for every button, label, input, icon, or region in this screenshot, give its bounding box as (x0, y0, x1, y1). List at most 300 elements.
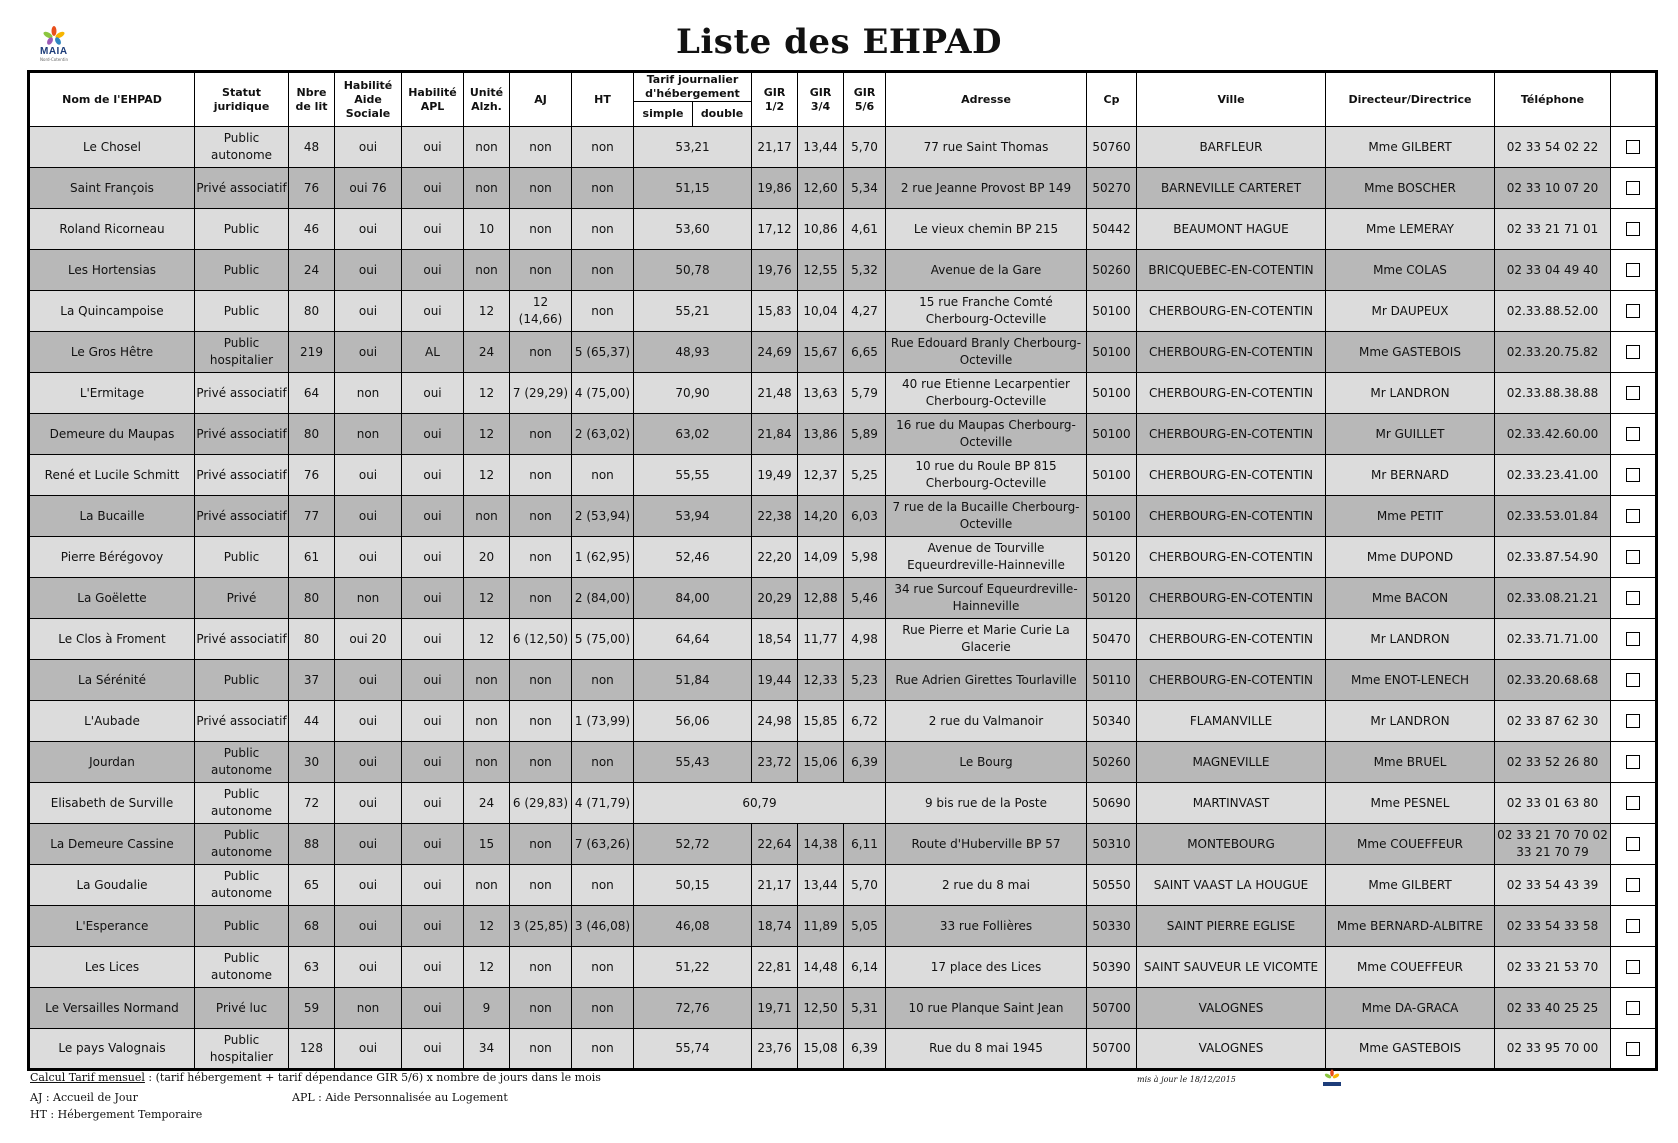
cell-adresse: Route d'Huberville BP 57 (886, 824, 1087, 865)
cell-tarif: 84,00 (634, 578, 752, 619)
cell-cp: 50100 (1087, 332, 1137, 373)
cell-gir56: 6,14 (844, 947, 886, 988)
row-checkbox[interactable] (1626, 960, 1640, 974)
cell-dir: Mr GUILLET (1326, 414, 1495, 455)
cell-aide: oui (335, 496, 402, 537)
cell-gir34: 12,33 (798, 660, 844, 701)
col-header-gir34: GIR 3/4 (798, 72, 844, 127)
cell-aide: oui (335, 865, 402, 906)
cell-checkbox (1611, 250, 1657, 291)
cell-gir56: 6,65 (844, 332, 886, 373)
cell-dir: Mme PESNEL (1326, 783, 1495, 824)
cell-checkbox (1611, 701, 1657, 742)
cell-checkbox (1611, 906, 1657, 947)
cell-tel: 02.33.88.38.88 (1495, 373, 1611, 414)
ehpad-table (27, 70, 1658, 1071)
row-checkbox[interactable] (1626, 509, 1640, 523)
cell-aj: non (510, 537, 572, 578)
cell-checkbox (1611, 127, 1657, 168)
cell-alzh: 12 (464, 373, 510, 414)
col-header-checkbox (1611, 72, 1657, 127)
cell-cp: 50700 (1087, 1029, 1137, 1070)
cell-statut: Public hospitalier (195, 332, 289, 373)
row-checkbox[interactable] (1626, 345, 1640, 359)
cell-tarif: 55,21 (634, 291, 752, 332)
cell-lits: 219 (289, 332, 335, 373)
row-checkbox[interactable] (1626, 632, 1640, 646)
cell-ville: CHERBOURG-EN-COTENTIN (1137, 578, 1326, 619)
cell-aide: oui (335, 906, 402, 947)
cell-tarif: 46,08 (634, 906, 752, 947)
cell-dir: Mr DAUPEUX (1326, 291, 1495, 332)
cell-aide: oui (335, 127, 402, 168)
cell-tel: 02.33.71.71.00 (1495, 619, 1611, 660)
col-header-gir12: GIR 1/2 (752, 72, 798, 127)
cell-statut: Privé luc (195, 988, 289, 1029)
cell-apl: oui (402, 783, 464, 824)
cell-adresse: Rue Edouard Branly Cherbourg-Octeville (886, 332, 1087, 373)
cell-cp: 50270 (1087, 168, 1137, 209)
cell-adresse: 17 place des Lices (886, 947, 1087, 988)
cell-statut: Public autonome (195, 824, 289, 865)
cell-checkbox (1611, 783, 1657, 824)
col-header-ht: HT (572, 72, 634, 127)
cell-gir12: 23,76 (752, 1029, 798, 1070)
cell-nom: L'Aubade (29, 701, 195, 742)
cell-dir: Mme COLAS (1326, 250, 1495, 291)
cell-ville: CHERBOURG-EN-COTENTIN (1137, 373, 1326, 414)
cell-aide: oui (335, 947, 402, 988)
col-header-simple: simple (634, 102, 693, 127)
cell-cp: 50470 (1087, 619, 1137, 660)
row-checkbox[interactable] (1626, 386, 1640, 400)
cell-aj: non (510, 578, 572, 619)
cell-ville: CHERBOURG-EN-COTENTIN (1137, 455, 1326, 496)
cell-statut: Privé associatif (195, 455, 289, 496)
cell-statut: Public (195, 209, 289, 250)
cell-apl: oui (402, 537, 464, 578)
cell-lits: 46 (289, 209, 335, 250)
cell-tel: 02.33.87.54.90 (1495, 537, 1611, 578)
cell-statut: Privé associatif (195, 701, 289, 742)
cell-apl: oui (402, 455, 464, 496)
cell-cp: 50100 (1087, 373, 1137, 414)
table-row (29, 947, 1657, 988)
cell-gir56: 5,23 (844, 660, 886, 701)
cell-dir: Mme BACON (1326, 578, 1495, 619)
cell-aj: non (510, 865, 572, 906)
cell-gir34: 11,89 (798, 906, 844, 947)
table-row (29, 168, 1657, 209)
cell-aide: oui (335, 332, 402, 373)
cell-lits: 24 (289, 250, 335, 291)
row-checkbox[interactable] (1626, 222, 1640, 236)
cell-tel: 02 33 04 49 40 (1495, 250, 1611, 291)
cell-gir12: 18,54 (752, 619, 798, 660)
cell-tel: 02 33 21 70 70 02 33 21 70 79 (1495, 824, 1611, 865)
cell-adresse: 34 rue Surcouf Equeurdreville-Hainneville (886, 578, 1087, 619)
cell-adresse: 10 rue Planque Saint Jean (886, 988, 1087, 1029)
cell-apl: oui (402, 701, 464, 742)
cell-ht: 4 (75,00) (572, 373, 634, 414)
cell-ville: BEAUMONT HAGUE (1137, 209, 1326, 250)
cell-tel: 02 33 10 07 20 (1495, 168, 1611, 209)
cell-cp: 50120 (1087, 537, 1137, 578)
cell-aj: non (510, 1029, 572, 1070)
cell-gir56: 6,11 (844, 824, 886, 865)
cell-apl: oui (402, 578, 464, 619)
cell-alzh: non (464, 168, 510, 209)
cell-dir: Mr BERNARD (1326, 455, 1495, 496)
cell-statut: Privé associatif (195, 619, 289, 660)
cell-gir34: 12,60 (798, 168, 844, 209)
cell-lits: 80 (289, 291, 335, 332)
cell-aide: oui (335, 660, 402, 701)
cell-tel: 02.33.20.68.68 (1495, 660, 1611, 701)
cell-checkbox (1611, 496, 1657, 537)
cell-apl: oui (402, 947, 464, 988)
cell-cp: 50100 (1087, 455, 1137, 496)
table-body (29, 127, 1657, 1070)
row-checkbox[interactable] (1626, 837, 1640, 851)
cell-checkbox (1611, 332, 1657, 373)
cell-aide: non (335, 414, 402, 455)
cell-checkbox (1611, 168, 1657, 209)
cell-statut: Public hospitalier (195, 1029, 289, 1070)
cell-gir56: 5,70 (844, 127, 886, 168)
cell-gir56: 6,72 (844, 701, 886, 742)
col-header-ville: Ville (1137, 72, 1326, 127)
cell-cp: 50260 (1087, 250, 1137, 291)
cell-alzh: 9 (464, 988, 510, 1029)
cell-gir34: 13,63 (798, 373, 844, 414)
cell-gir56: 6,03 (844, 496, 886, 537)
cell-dir: Mme GILBERT (1326, 127, 1495, 168)
cell-tarif: 55,43 (634, 742, 752, 783)
cell-gir12: 19,49 (752, 455, 798, 496)
cell-checkbox (1611, 1029, 1657, 1070)
cell-statut: Public (195, 537, 289, 578)
cell-nom: Le pays Valognais (29, 1029, 195, 1070)
col-header-cp: Cp (1087, 72, 1137, 127)
cell-alzh: non (464, 496, 510, 537)
cell-statut: Public (195, 906, 289, 947)
col-header-directeur: Directeur/Directrice (1326, 72, 1495, 127)
cell-cp: 50100 (1087, 496, 1137, 537)
cell-tarif: 51,15 (634, 168, 752, 209)
cell-ville: CHERBOURG-EN-COTENTIN (1137, 496, 1326, 537)
cell-adresse: 2 rue Jeanne Provost BP 149 (886, 168, 1087, 209)
cell-adresse: Le Bourg (886, 742, 1087, 783)
cell-cp: 50340 (1087, 701, 1137, 742)
cell-nom: L'Esperance (29, 906, 195, 947)
cell-adresse: Rue Pierre et Marie Curie La Glacerie (886, 619, 1087, 660)
cell-tarif: 60,79 (634, 783, 886, 824)
cell-adresse: 16 rue du Maupas Cherbourg-Octeville (886, 414, 1087, 455)
cell-alzh: non (464, 250, 510, 291)
cell-tarif: 53,60 (634, 209, 752, 250)
cell-apl: oui (402, 250, 464, 291)
cell-aide: oui (335, 783, 402, 824)
cell-aj: non (510, 701, 572, 742)
cell-tarif: 52,46 (634, 537, 752, 578)
row-checkbox[interactable] (1626, 796, 1640, 810)
cell-statut: Public autonome (195, 947, 289, 988)
row-checkbox[interactable] (1626, 1001, 1640, 1015)
cell-statut: Public autonome (195, 865, 289, 906)
cell-checkbox (1611, 619, 1657, 660)
cell-nom: La Goëlette (29, 578, 195, 619)
cell-dir: Mme GILBERT (1326, 865, 1495, 906)
cell-ht: non (572, 250, 634, 291)
cell-ville: CHERBOURG-EN-COTENTIN (1137, 619, 1326, 660)
cell-cp: 50100 (1087, 291, 1137, 332)
cell-ville: SAINT PIERRE EGLISE (1137, 906, 1326, 947)
row-checkbox[interactable] (1626, 1042, 1640, 1056)
row-checkbox[interactable] (1626, 591, 1640, 605)
cell-alzh: 24 (464, 783, 510, 824)
table-row (29, 578, 1657, 619)
cell-ville: SAINT VAAST LA HOUGUE (1137, 865, 1326, 906)
cell-adresse: 40 rue Etienne Lecarpentier Cherbourg-Octeville (886, 373, 1087, 414)
cell-lits: 61 (289, 537, 335, 578)
cell-aide: oui (335, 537, 402, 578)
row-checkbox[interactable] (1626, 263, 1640, 277)
cell-tarif: 55,74 (634, 1029, 752, 1070)
cell-ht: non (572, 865, 634, 906)
table-row (29, 250, 1657, 291)
table-row (29, 619, 1657, 660)
cell-gir34: 15,06 (798, 742, 844, 783)
cell-alzh: 10 (464, 209, 510, 250)
cell-adresse: 2 rue du 8 mai (886, 865, 1087, 906)
cell-cp: 50700 (1087, 988, 1137, 1029)
cell-tarif: 52,72 (634, 824, 752, 865)
cell-adresse: Avenue de Tourville Equeurdreville-Hainneville (886, 537, 1087, 578)
cell-aide: non (335, 373, 402, 414)
cell-gir34: 13,44 (798, 127, 844, 168)
cell-gir12: 19,71 (752, 988, 798, 1029)
table-row (29, 332, 1657, 373)
row-checkbox[interactable] (1626, 468, 1640, 482)
row-checkbox[interactable] (1626, 878, 1640, 892)
cell-adresse: 2 rue du Valmanoir (886, 701, 1087, 742)
cell-ht: 5 (75,00) (572, 619, 634, 660)
cell-dir: Mme COUEFFEUR (1326, 824, 1495, 865)
cell-ht: 2 (63,02) (572, 414, 634, 455)
col-header-telephone: Téléphone (1495, 72, 1611, 127)
cell-gir12: 19,76 (752, 250, 798, 291)
cell-gir34: 14,38 (798, 824, 844, 865)
row-checkbox[interactable] (1626, 755, 1640, 769)
cell-tarif: 53,94 (634, 496, 752, 537)
cell-alzh: 12 (464, 414, 510, 455)
cell-alzh: 12 (464, 455, 510, 496)
cell-aide: oui 76 (335, 168, 402, 209)
cell-gir34: 12,88 (798, 578, 844, 619)
row-checkbox[interactable] (1626, 919, 1640, 933)
cell-ht: 2 (53,94) (572, 496, 634, 537)
cell-ht: non (572, 660, 634, 701)
cell-gir12: 19,86 (752, 168, 798, 209)
cell-statut: Privé associatif (195, 373, 289, 414)
cell-gir12: 22,64 (752, 824, 798, 865)
cell-apl: oui (402, 619, 464, 660)
cell-dir: Mr LANDRON (1326, 373, 1495, 414)
cell-ht: 7 (63,26) (572, 824, 634, 865)
row-checkbox[interactable] (1626, 714, 1640, 728)
cell-nom: Le Gros Hêtre (29, 332, 195, 373)
cell-tel: 02.33.88.52.00 (1495, 291, 1611, 332)
cell-gir12: 17,12 (752, 209, 798, 250)
col-header-aide-sociale: Habilité Aide Sociale (335, 72, 402, 127)
cell-tel: 02 33 01 63 80 (1495, 783, 1611, 824)
cell-ht: non (572, 455, 634, 496)
cell-apl: oui (402, 373, 464, 414)
cell-apl: AL (402, 332, 464, 373)
col-header-lits: Nbre de lit (289, 72, 335, 127)
cell-statut: Privé associatif (195, 414, 289, 455)
cell-dir: Mme LEMERAY (1326, 209, 1495, 250)
row-checkbox[interactable] (1626, 304, 1640, 318)
cell-ht: 3 (46,08) (572, 906, 634, 947)
cell-tarif: 51,84 (634, 660, 752, 701)
cell-cp: 50120 (1087, 578, 1137, 619)
cell-aide: oui (335, 291, 402, 332)
cell-cp: 50330 (1087, 906, 1137, 947)
cell-dir: Mme BRUEL (1326, 742, 1495, 783)
cell-checkbox (1611, 988, 1657, 1029)
cell-nom: La Bucaille (29, 496, 195, 537)
cell-aide: oui (335, 1029, 402, 1070)
cell-lits: 76 (289, 455, 335, 496)
cell-gir56: 5,46 (844, 578, 886, 619)
cell-tel: 02 33 52 26 80 (1495, 742, 1611, 783)
cell-ville: CHERBOURG-EN-COTENTIN (1137, 291, 1326, 332)
cell-lits: 80 (289, 578, 335, 619)
cell-nom: Jourdan (29, 742, 195, 783)
cell-ht: 2 (84,00) (572, 578, 634, 619)
cell-tel: 02 33 21 71 01 (1495, 209, 1611, 250)
cell-checkbox (1611, 578, 1657, 619)
col-header-gir56: GIR 5/6 (844, 72, 886, 127)
cell-adresse: 10 rue du Roule BP 815 Cherbourg-Octeville (886, 455, 1087, 496)
cell-gir56: 6,39 (844, 1029, 886, 1070)
cell-alzh: non (464, 742, 510, 783)
cell-aj: non (510, 496, 572, 537)
cell-apl: oui (402, 906, 464, 947)
row-checkbox[interactable] (1626, 673, 1640, 687)
cell-gir56: 5,25 (844, 455, 886, 496)
row-checkbox[interactable] (1626, 140, 1640, 154)
cell-gir56: 5,32 (844, 250, 886, 291)
cell-cp: 50690 (1087, 783, 1137, 824)
cell-cp: 50110 (1087, 660, 1137, 701)
cell-aide: non (335, 988, 402, 1029)
table-row (29, 701, 1657, 742)
cell-apl: oui (402, 168, 464, 209)
cell-gir56: 5,34 (844, 168, 886, 209)
cell-nom: Roland Ricorneau (29, 209, 195, 250)
cell-nom: Elisabeth de Surville (29, 783, 195, 824)
cell-lits: 30 (289, 742, 335, 783)
cell-aide: non (335, 578, 402, 619)
cell-ville: BARNEVILLE CARTERET (1137, 168, 1326, 209)
cell-ville: VALOGNES (1137, 988, 1326, 1029)
cell-aj: non (510, 168, 572, 209)
cell-lits: 77 (289, 496, 335, 537)
cell-ht: 5 (65,37) (572, 332, 634, 373)
cell-nom: La Quincampoise (29, 291, 195, 332)
footer-ht-legend: HT : Hébergement Temporaire (30, 1108, 203, 1121)
cell-dir: Mme DUPOND (1326, 537, 1495, 578)
cell-tarif: 53,21 (634, 127, 752, 168)
cell-ht: non (572, 742, 634, 783)
cell-statut: Public (195, 291, 289, 332)
cell-dir: Mme DA-GRACA (1326, 988, 1495, 1029)
cell-nom: Les Lices (29, 947, 195, 988)
cell-statut: Public autonome (195, 742, 289, 783)
cell-aj: 3 (25,85) (510, 906, 572, 947)
row-checkbox[interactable] (1626, 181, 1640, 195)
cell-apl: oui (402, 824, 464, 865)
cell-alzh: 12 (464, 291, 510, 332)
cell-alzh: non (464, 701, 510, 742)
row-checkbox[interactable] (1626, 550, 1640, 564)
cell-tarif: 48,93 (634, 332, 752, 373)
cell-gir56: 4,61 (844, 209, 886, 250)
cell-statut: Privé (195, 578, 289, 619)
cell-apl: oui (402, 1029, 464, 1070)
cell-apl: oui (402, 660, 464, 701)
cell-gir12: 15,83 (752, 291, 798, 332)
cell-gir12: 23,72 (752, 742, 798, 783)
cell-checkbox (1611, 373, 1657, 414)
cell-nom: L'Ermitage (29, 373, 195, 414)
cell-checkbox (1611, 947, 1657, 988)
cell-ht: non (572, 291, 634, 332)
cell-gir34: 12,55 (798, 250, 844, 291)
cell-lits: 64 (289, 373, 335, 414)
cell-cp: 50760 (1087, 127, 1137, 168)
cell-adresse: Rue Adrien Girettes Tourlaville (886, 660, 1087, 701)
cell-statut: Public autonome (195, 783, 289, 824)
cell-adresse: Rue du 8 mai 1945 (886, 1029, 1087, 1070)
cell-tel: 02.33.53.01.84 (1495, 496, 1611, 537)
cell-ville: CHERBOURG-EN-COTENTIN (1137, 660, 1326, 701)
cell-apl: oui (402, 291, 464, 332)
cell-aj: 6 (12,50) (510, 619, 572, 660)
cell-adresse: Avenue de la Gare (886, 250, 1087, 291)
cell-dir: Mme ENOT-LENECH (1326, 660, 1495, 701)
footer-calcul-text: : (tarif hébergement + tarif dépendance GIR 5/6) x nombre de jours dans le mois (144, 1071, 601, 1084)
cell-aj: non (510, 332, 572, 373)
cell-gir12: 21,84 (752, 414, 798, 455)
table-row (29, 660, 1657, 701)
cell-gir12: 22,81 (752, 947, 798, 988)
cell-statut: Public autonome (195, 127, 289, 168)
cell-gir34: 13,44 (798, 865, 844, 906)
table-row (29, 209, 1657, 250)
cell-gir56: 5,31 (844, 988, 886, 1029)
cell-nom: René et Lucile Schmitt (29, 455, 195, 496)
cell-aj: non (510, 209, 572, 250)
cell-lits: 80 (289, 619, 335, 660)
row-checkbox[interactable] (1626, 427, 1640, 441)
cell-tel: 02 33 87 62 30 (1495, 701, 1611, 742)
cell-tarif: 55,55 (634, 455, 752, 496)
cell-apl: oui (402, 742, 464, 783)
